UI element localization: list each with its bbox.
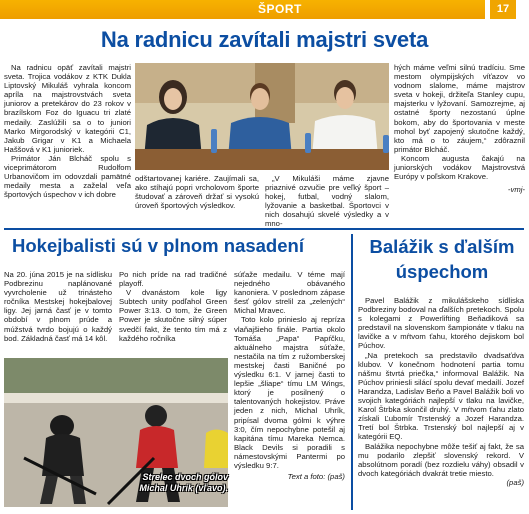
article2-signature: Text a foto: (paš): [287, 472, 345, 482]
article2-title: Hokejbalisti sú v plnom nasadení: [12, 235, 304, 256]
article2-paragraph: Na 20. júna 2015 je na sídlisku Podbrezinu naplánované vyvrcholenie už trinásteho ročníka Mestskej hokejbalovej ligy. Jej jarná časť je v tomto období v plnom prúde a múžstvá tvrdo bojujú o každý bod. Základná časť má 14 kôl.: [4, 270, 112, 343]
article2-paragraph: V dvanástom kole ligy Subtech unity podľahol Green Power 3:13. O tom, že Green Power je skutočne silný súper svedčí fakt, že tento tím má z každého ročníka: [119, 288, 227, 343]
article2-paragraph: súťaže medailu. V téme mají nejedného obávaného kanoniera. V poslednom zápase šesť gólov strelil za „zelených“ Michal Mravec.: [234, 270, 345, 316]
section-divider: [4, 228, 524, 230]
article2-column-3: [234, 270, 345, 481]
article2-column-1: [4, 270, 112, 343]
article3-paragraph: „Na pretekoch sa predstavilo dvadsaťdva klubov. V konečnom hodnotení partia tomu nášmu štvrtá priečka,“ informoval Balážik. Na Púchov priniesli silácí spolu devať medailí. Jozef Harandza, Ladislav Beňo a Pavel Balážik boli vo svojich kategóriách najlepší v tlaku na lavičke, Karol Štrbka skončil druhý. V mŕtvom ťahu zlato získali Ľubomír Trstenský a Jozef Harandza. Tretí bol Štrbka. Trstenský bol najlepší aj v kategórii EQ.: [358, 350, 524, 442]
article3-title: Balážik s ďalším úspechom: [369, 236, 515, 282]
page-header: [0, 0, 529, 19]
article1-column-2a: [135, 174, 259, 210]
article1-column-3: [394, 63, 525, 194]
section-label: ŠPORT: [258, 2, 302, 16]
article2-paragraph: Toto kolo prinieslo aj repríza vlaňajšieho finále. Partia okolo Tomáša „Papa“ Papŕčku, aktuálneho majstra súťaže, nestačila na tím z ružomberskej mestskej časti Baničné po výsledku 6:1. V jarnej časti to lepšie „šliape“ tímu LM Wings, ktorý je posilnený o talentovaných hokejistov. Práve jeden z nich, Michal Uhrík, pripísal dvoma gólmi k výhre 3:0, čím nepochybne potešil aj kapitána tímu Mareka Nemca. Black Devils si poradili s námestovskými Pantermi po výsledku 9:7.: [234, 315, 345, 470]
article1-signature: -vmj-: [507, 185, 525, 195]
article1-paragraph: odštartovanej kariére. Zaujímali sa, ako stíhajú popri vrcholovom športe študovať a zároveň držať si vysokú úroveň športových výsledkov.: [135, 174, 259, 211]
article1-paragraph: hých máme veľmi silnú tradíciu. Sme mestom olympijských víťazov vo vodnom slalome, máme majstrov sveta v hokeji, držiteľa Stanley cupu, majsterku v lyžovaní. Samozrejme, aj ostatné športy nezostanú úplne bokom, aby do športovania v meste mohol byť zapojený skutočne každý, kto má o to záujem,“ zdôraznil primátor Blcháč.: [394, 63, 525, 154]
article1-paragraph: Primátor Ján Blcháč spolu s viceprimátorom Rudolfom Urbanovičom im odovzdali pamätné medaily mesta a zaželal veľa športových úspechov v ich dobre: [4, 153, 131, 200]
article1-paragraph: Koncom augusta čakajú na juniorských vodákov Majstrovstvá Európy v poľskom Krakove.: [394, 153, 525, 182]
article3-paragraph: Pavel Balážik z mikulášskeho sídliska Podbreziny bodoval na ďalších pretekoch. Spolu s kolegami z Powerlifting Beňadiková sa predstavil na slovenskom šampionáte v tlaku na lavičke a v mŕtvom ťahu, ktorého dejiskom bol Púchov.: [358, 296, 524, 351]
article1-paragraph: „V Mikuláši máme zjavne priaznivé ozvučie pre veľký šport – hokej, futbal, vodný slalom, lyžovanie a basketbal. Športovci v nich dosahujú skvelé výsledky a v mno-: [265, 174, 389, 229]
page-number: 17: [490, 0, 516, 19]
article1-paragraph: Na radnicu opäť zavítali majstri sveta. Trojica vodákov z KTK Dukla Liptovský Mikuláš vyhrala koncom apríla na majstrovstvách sveta juniorov a pretekárov do 23 rokov v brazílskom Foz do Iguacu tri zlaté medaily. Zaslúžili sa o to juniori Marko Mirgorodský v kategórii C1, Jakub Grigar v K1 a Michaela Haššová v K1 junioriek.: [4, 63, 131, 154]
article3-column: [358, 296, 524, 487]
article3-paragraph: Balážika nepochybne môže tešiť aj fakt, že sa mu podarilo zlepšiť slovenský rekord. V absolútnom poradí (bez rozdielu váhy) obsadil v dvoch kategóriách dvakrát tretie miesto.: [358, 441, 524, 478]
column-divider: [351, 234, 353, 510]
reception-photo-illustration: [135, 63, 389, 170]
article1-title: Na radnicu zavítali majstri sveta: [100, 27, 429, 52]
article1-column-1: [4, 63, 131, 199]
article2-column-2: [119, 270, 227, 343]
section-banner: [0, 0, 485, 19]
article1-column-2b: [265, 174, 389, 229]
photo-caption: Strelec dvoch gólov Michal Uhrík (vľavo).: [139, 472, 228, 493]
article3-signature: (paš): [506, 477, 524, 487]
article2-paragraph: Po nich príde na rad tradičné playoff.: [119, 270, 227, 289]
reception-photo: [135, 63, 389, 170]
